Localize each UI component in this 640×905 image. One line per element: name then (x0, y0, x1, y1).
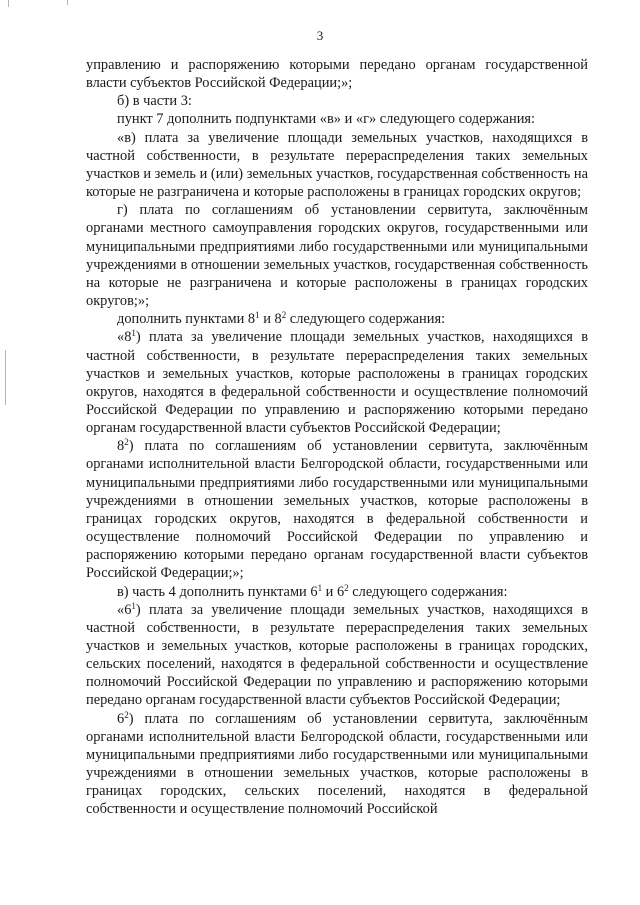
paragraph-text: «в) плата за увеличение площади земельных участков, находящихся в частной собственности, в результате перераспределения таких земельных участков и земель и (или) земельных участков, государственная собственность на которые не разграничена и которые расположены в границах городских округов; (86, 129, 588, 201)
paragraph-text: ) плата за увеличение площади земельных участков, находящихся в частной собственности, в результате перераспределения таких земельных участков и земельных участков, которые расположены в границах городских, сельских поселений, находятся в федеральной собственности и осуществление полномочий Российской Федерации по управлению и распоряжению которыми передано органам государственной власти субъектов Российской Федерации; (86, 601, 588, 709)
paragraph-text: 6 (117, 710, 125, 727)
paragraph-text: ) плата по соглашениям об установлении сервитута, заключённым органами исполнительной власти Белгородской области, государственными или муниципальными предприятиями либо государственными или муниципальными учреждениями в отношении земельных участков, которые расположены в границах городских, сельских поселений, находятся в федеральной собственности и осуществление полномочий Российской (86, 710, 588, 818)
paragraph-text: г) плата по соглашениям об установлении сервитута, заключённым органами местного самоуправления городских округов, государственными или муниципальными предприятиями либо государственными или муниципальными учреждениями в отношении земельных участков, государственная собственность на которые не разграничена и которые расположены в границах городских округов;»; (86, 202, 588, 310)
superscript-index: 1 (131, 328, 136, 339)
paragraph-text: ) плата по соглашениям об установлении сервитута, заключённым органами исполнительной власти Белгородской области, государственными или муниципальными предприятиями либо государственными или муниципальными учреждениями в отношении земельных участков, которые расположены в границах городских округов, находятся в федеральной собственности и осуществление полномочий Российской Федерации по управлению и распоряжению которыми передано органам государственной власти субъектов Российской Федерации;»; (86, 438, 588, 582)
paragraph-text: ) плата за увеличение площади земельных участков, находящихся в частной собственности, в результате перераспределения таких земельных участков и земельных участков, которые расположены в границах городских округов, находятся в федеральной собственности и осуществление полномочий Российской Федерации по управлению и распоряжению которыми передано органам государственной власти субъектов Российской Федерации; (86, 329, 588, 437)
paragraph-text: «8 (117, 329, 132, 346)
paragraph-text: и 8 (259, 311, 282, 328)
scan-mark-top (8, 0, 9, 7)
paragraph-text: дополнить пунктами 8 (117, 311, 256, 328)
paragraph (86, 601, 588, 710)
paragraph (86, 328, 588, 437)
paragraph-text: 8 (117, 438, 125, 455)
paragraph (86, 437, 588, 582)
paragraph (86, 56, 588, 92)
superscript-index: 1 (131, 600, 136, 611)
superscript-index: 1 (255, 310, 260, 321)
page-number: 3 (316, 28, 324, 43)
paragraph-text: следующего содержания: (286, 311, 446, 328)
paragraph (86, 201, 588, 310)
superscript-index: 2 (344, 582, 349, 593)
paragraph (86, 710, 588, 819)
paragraph (86, 310, 588, 328)
superscript-index: 2 (124, 709, 129, 720)
superscript-index: 1 (317, 582, 323, 593)
scan-mark-top-right (67, 0, 68, 5)
paragraph-text: в) часть 4 дополнить пунктами 6 (117, 583, 318, 600)
paragraph-text: и 6 (322, 583, 345, 600)
superscript-index: 2 (124, 437, 129, 448)
paragraph (86, 129, 588, 202)
paragraph-text: «6 (117, 601, 132, 618)
paragraph (86, 110, 588, 128)
superscript-index: 2 (281, 310, 287, 321)
paragraph-text: следующего содержания: (348, 583, 508, 600)
paragraph-text: управлению и распоряжению которыми передано органам государственной власти субъектов Российской Федерации;»; (86, 57, 588, 92)
scan-mark-left-margin (5, 350, 6, 405)
paragraph (86, 92, 588, 110)
paragraph (86, 583, 588, 601)
paragraph-text: пункт 7 дополнить подпунктами «в» и «г» следующего содержания: (117, 111, 536, 128)
paragraph-text: б) в части 3: (117, 93, 192, 110)
document-body (86, 56, 588, 819)
